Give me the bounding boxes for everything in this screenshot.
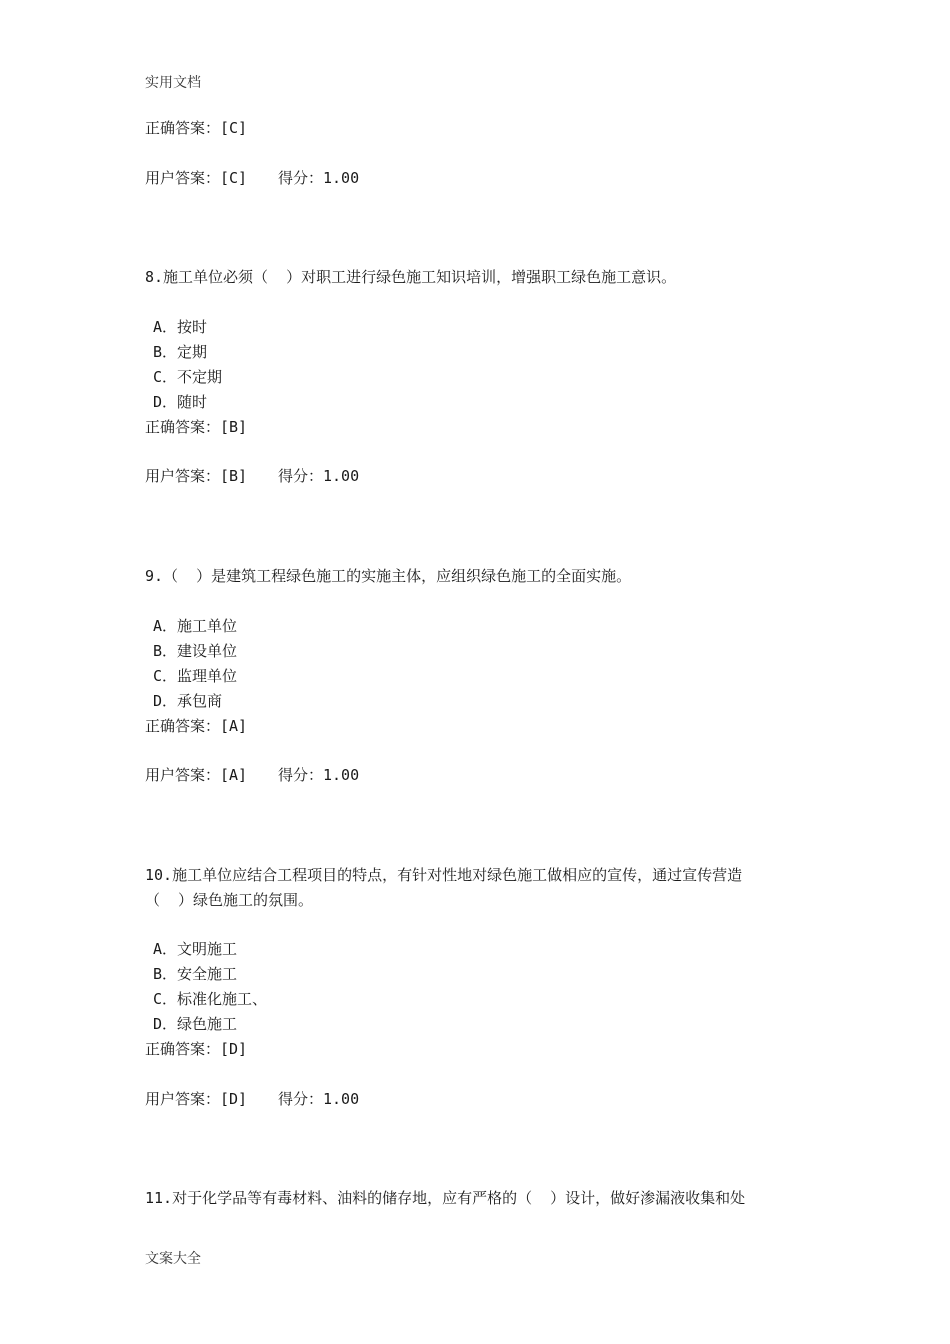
page-footer: 文案大全 [145, 1251, 201, 1267]
q9-option-a: A．施工单位 [153, 617, 238, 635]
q8-option-d: D．随时 [153, 393, 208, 411]
q8-option-c: C．不定期 [153, 368, 223, 386]
q9-correct-answer: 正确答案：[A] [145, 717, 248, 735]
q8-user-answer: 用户答案：[B] [145, 467, 248, 485]
q10-option-a: A．文明施工 [153, 940, 238, 958]
q9-option-d: D．承包商 [153, 692, 223, 710]
q8-option-a: A．按时 [153, 318, 208, 336]
q9-score: 得分：1.00 [278, 766, 360, 784]
q9-user-answer: 用户答案：[A] [145, 766, 248, 784]
q10-stem-line2: （ ）绿色施工的氛围。 [145, 891, 314, 909]
q9-option-c: C．监理单位 [153, 667, 238, 685]
q8-stem: 8.施工单位必须（ ）对职工进行绿色施工知识培训，增强职工绿色施工意识。 [145, 268, 677, 286]
q10-option-d: D．绿色施工 [153, 1015, 238, 1033]
q10-option-b: B．安全施工 [153, 965, 238, 983]
q10-stem-line1: 10.施工单位应结合工程项目的特点，有针对性地对绿色施工做相应的宣传，通过宣传营造 [145, 866, 743, 884]
q10-option-c: C．标准化施工、 [153, 990, 268, 1008]
q10-correct-answer: 正确答案：[D] [145, 1040, 248, 1058]
q9-option-b: B．建设单位 [153, 642, 238, 660]
q7-score: 得分：1.00 [278, 169, 360, 187]
q8-option-b: B．定期 [153, 343, 208, 361]
q8-score: 得分：1.00 [278, 467, 360, 485]
page-header: 实用文档 [145, 75, 201, 91]
q11-stem: 11.对于化学品等有毒材料、油料的储存地，应有严格的（ ）设计，做好渗漏液收集和处 [145, 1189, 746, 1207]
q10-user-answer: 用户答案：[D] [145, 1090, 248, 1108]
q7-user-answer: 用户答案：[C] [145, 169, 248, 187]
q9-stem: 9.（ ）是建筑工程绿色施工的实施主体，应组织绿色施工的全面实施。 [145, 567, 632, 585]
q10-score: 得分：1.00 [278, 1090, 360, 1108]
q7-correct-answer: 正确答案：[C] [145, 119, 248, 137]
q8-correct-answer: 正确答案：[B] [145, 418, 248, 436]
